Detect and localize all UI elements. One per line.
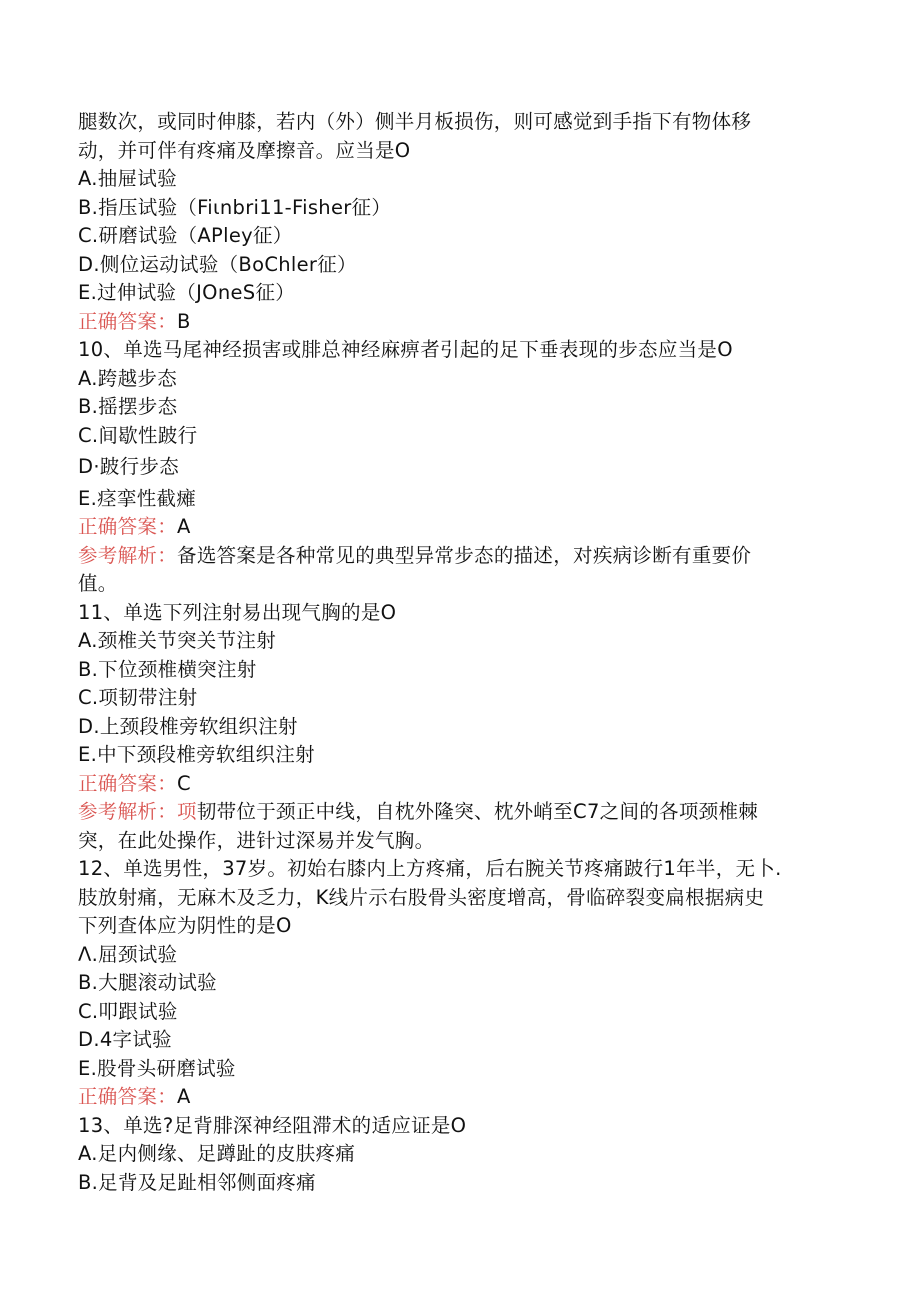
q10-stem: 10、单选马尾神经损害或腓总神经麻痹者引起的足下垂表现的步态应当是O (78, 338, 733, 361)
q12-option-b: B.大腿滚动试验 (78, 971, 217, 994)
answer-value: A (177, 1085, 191, 1108)
q9-answer (78, 308, 838, 337)
q10-answer (78, 513, 838, 542)
analysis-label: 参考解析： (78, 800, 178, 823)
q12-option-e: E.股骨头研磨试验 (78, 1056, 236, 1080)
q10-option-c: C.间歇性跛行 (78, 423, 198, 447)
analysis-text: 备选答案是各种常见的典型异常步态的描述，对疾病诊断有重要价 (177, 543, 752, 567)
q12-option-c: C.叩跟试验 (78, 999, 178, 1023)
q10-option-a: A.跨越步态 (78, 366, 177, 390)
q11-option-b: B.下位颈椎横突注射 (78, 657, 257, 681)
q11-answer (78, 770, 838, 799)
q12-option-a: Λ.屈颈试验 (78, 942, 178, 966)
q11-option-d: D.上颈段椎旁软组织注射 (78, 714, 298, 738)
q10-analysis-line-2: 值。 (78, 572, 118, 595)
q10-option-b: B.摇摆步态 (78, 395, 178, 418)
q12-answer (78, 1083, 838, 1112)
q12-option-d: D.4字试验 (78, 1028, 172, 1051)
answer-label: 正确答案： (78, 309, 178, 333)
q13-option-b: B.足背及足趾相邻侧面疼痛 (78, 1170, 316, 1194)
q11-stem: 11、单选下列注射易出现气胸的是O (78, 600, 397, 624)
q12-stem-line-1: 12、单选男性，37岁。初始右膝内上方疼痛，后右腕关节疼痛跛行1年半，无卜. (78, 857, 782, 880)
answer-label: 正确答案： (78, 771, 178, 795)
q10-option-e: E.痉挛性截瘫 (78, 486, 197, 510)
q11-analysis-line-1 (78, 798, 838, 827)
q11-option-a: A.颈椎关节突关节注射 (78, 629, 276, 652)
q12-stem-line-2: 肢放射痛，无麻木及乏力，K线片示右股骨头密度增高，骨临碎裂变扁根据病史 (78, 885, 765, 909)
q11-analysis-line-2: 突，在此处操作，进针过深易并发气胸。 (78, 828, 435, 852)
answer-value: B (177, 309, 191, 333)
q10-option-d: D·跛行步态 (78, 455, 180, 478)
q10-analysis-line-1 (78, 542, 838, 571)
q9-option-b: B.指压试验（Fiιnbri11-Fisher征） (78, 195, 392, 219)
q11-option-c: C.项韧带注射 (78, 686, 198, 709)
answer-label: 正确答案： (78, 1085, 178, 1108)
q9-stem-line-2: 动，并可伴有疼痛及摩擦音。应当是O (78, 138, 411, 162)
analysis-first-char: 项 (177, 800, 197, 823)
q13-stem: 13、单选?足背腓深神经阻滞术的适应证是O (78, 1113, 467, 1137)
answer-value: A (177, 515, 191, 538)
q9-option-e: E.过伸试验（JOneS征） (78, 281, 296, 304)
q9-stem-line-1: 腿数次，或同时伸膝，若内（外）侧半月板损伤，则可感觉到手指下有物体移 (78, 110, 752, 133)
answer-label: 正确答案： (78, 515, 178, 538)
analysis-label: 参考解析： (78, 543, 178, 567)
answer-value: C (177, 771, 191, 795)
q12-stem-line-3: 下列查体应为阴性的是O (78, 914, 292, 937)
q11-option-e: E.中下颈段椎旁软组织注射 (78, 743, 315, 766)
q13-option-a: A.足内侧缘、足蹲趾的皮肤疼痛 (78, 1142, 356, 1165)
q9-option-d: D.侧位运动试验（BoChler征） (78, 252, 357, 276)
q9-option-c: C.研磨试验（APley征） (78, 224, 293, 247)
document-page (78, 108, 838, 1197)
q9-option-a: A.抽屉试验 (78, 167, 177, 190)
analysis-text: 韧带位于颈正中线，自枕外隆突、枕外峭至C7之间的各项颈椎棘 (196, 800, 759, 823)
